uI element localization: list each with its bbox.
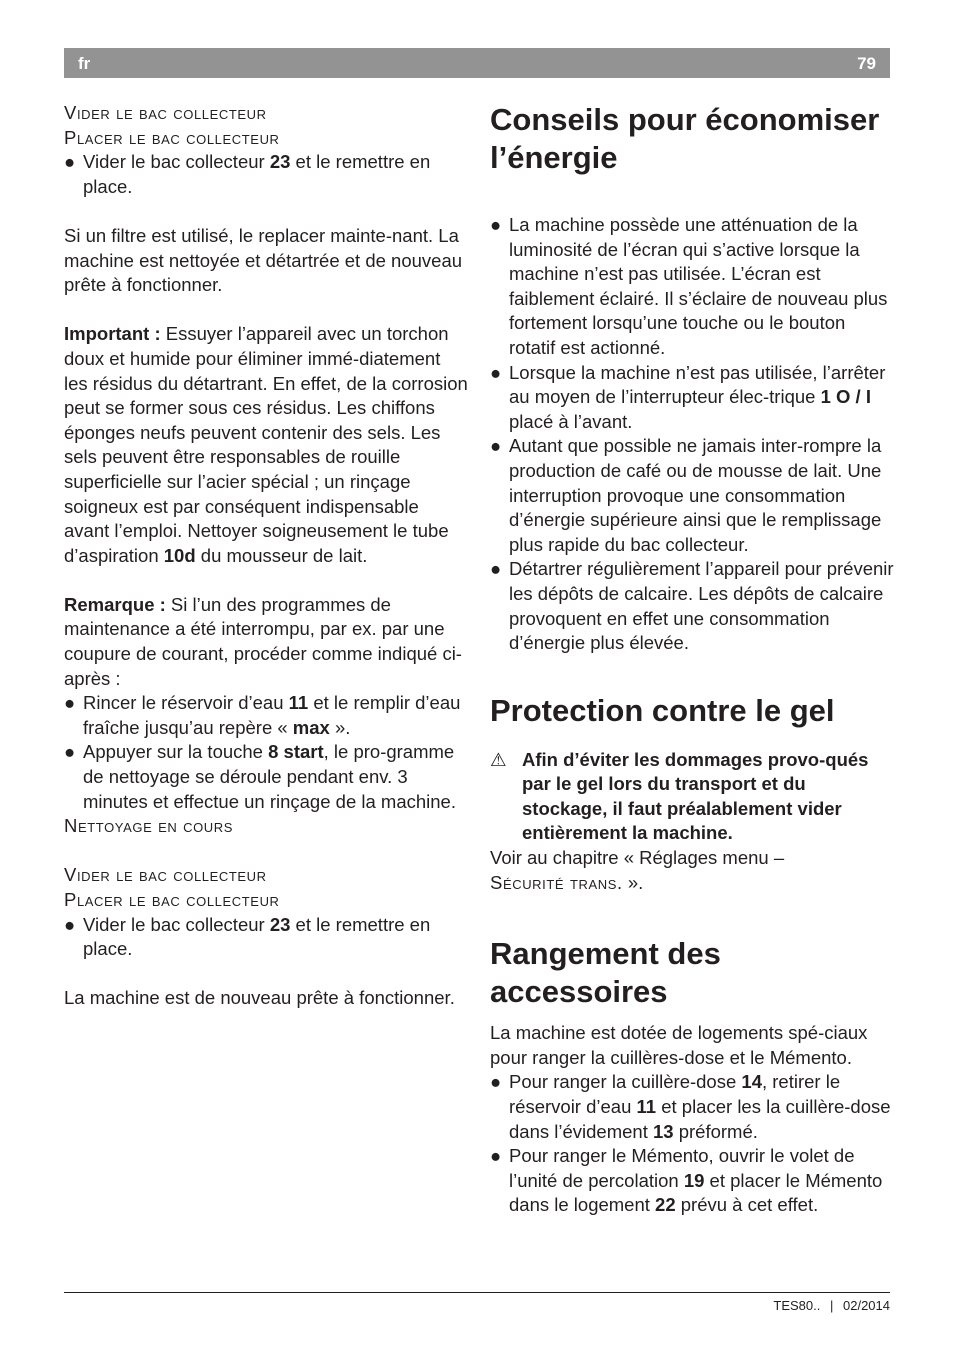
remark-note: Remarque : Si l’un des programmes de maintenance a été interrompu, par ex. par une coupure de courant, procéder comme indiqué ci-après :	[64, 593, 462, 689]
page-footer	[767, 1298, 890, 1313]
display-message: Placer le bac collecteur	[64, 889, 280, 910]
display-message: Vider le bac collecteur	[64, 864, 267, 886]
list-item: ● Rincer le réservoir d’eau 11 et le remplir d’eau fraîche jusqu’au repère « max ».	[64, 691, 469, 740]
list-item: ● La machine possède une atténuation de la luminosité de l’écran qui s’active lorsque la machine n’est pas utilisée. L’écran est faiblement éclairé. Il s’éclaire de nouveau plus fortement lorsqu’une touche ou le bouton rotatif est actionné.	[490, 213, 895, 361]
footer-divider	[64, 1292, 890, 1293]
model-code: TES80..	[773, 1298, 821, 1313]
list-item: ● Pour ranger la cuillère-dose 14, retirer le réservoir d’eau 11 et placer les la cuillère-dose dans l’évidement 13 préformé.	[490, 1070, 895, 1144]
bullet-icon: ●	[64, 151, 76, 173]
right-column	[490, 101, 895, 1218]
list-item: ● Appuyer sur la touche 8 start, le pro-gramme de nettoyage se déroule pendant env. 3 minutes et effectue un rinçage de la machine.	[64, 740, 469, 814]
display-message: Nettoyage en cours	[64, 815, 234, 837]
paragraph: La machine est dotée de logements spé-ciaux pour ranger la cuillères-dose et le Mémento.	[490, 1022, 868, 1068]
publication-date: 02/2014	[843, 1298, 890, 1313]
list-item: ● Détartrer régulièrement l’appareil pour prévenir les dépôts de calcaire. Les dépôts de calcaire provoquent en effet une consommation d’énergie plus élevée.	[490, 557, 895, 655]
important-note: Important : Essuyer l’appareil avec un torchon doux et humide pour éliminer immé-diatement les résidus du détartrant. En effet, de la corrosion peut se former sous ces résidus. Les chiffons éponges neufs peuvent contenir des sels. Les sels peuvent être responsables de rouille superficielle sur l’acier spécial ; un rinçage soigneux est par conséquent indispensable avant l’emploi. Nettoyer soigneusement le tube d’aspiration 10d du mousseur de lait.	[64, 323, 468, 566]
section-heading: Protection contre le gel	[490, 692, 835, 728]
language-label: fr	[78, 54, 91, 73]
list-item: ● Vider le bac collecteur 23 et le remettre en place.	[64, 150, 469, 199]
paragraph: La machine est de nouveau prête à fonctionner.	[64, 987, 455, 1009]
bullet-icon: ●	[490, 435, 502, 457]
paragraph: Voir au chapitre « Réglages menu –	[490, 847, 785, 869]
list-item: ● Autant que possible ne jamais inter-rompre la production de café ou de mousse de lait. Une interruption provoque une consommation d’énergie supérieure ainsi que le remplissage plus rapide du bac collecteur.	[490, 434, 895, 557]
list-item: ● Vider le bac collecteur 23 et le remettre en place.	[64, 913, 469, 962]
bullet-icon: ●	[490, 214, 502, 235]
left-column	[64, 101, 469, 1011]
bullet-icon: ●	[490, 1071, 502, 1093]
paragraph: Si un filtre est utilisé, le replacer mainte-nant. La machine est nettoyée et détartrée et de nouveau prête à fonctionner.	[64, 224, 463, 296]
bullet-icon: ●	[64, 692, 76, 714]
display-message: Placer le bac collecteur	[64, 126, 280, 148]
warning-note: ⚠ Afin d’éviter les dommages provo-qués par le gel lors du transport et du stockage, il faut préalablement vider entièrement la machine.	[490, 748, 895, 846]
bullet-icon: ●	[64, 913, 76, 935]
section-heading: Conseils pour économiser l’énergie	[490, 102, 880, 175]
bullet-icon: ●	[64, 741, 76, 763]
list-item: ● Lorsque la machine n’est pas utilisée, l’arrêter au moyen de l’interrupteur élec-trique 1 O / I placé à l’avant.	[490, 361, 895, 435]
list-item: ● Pour ranger le Mémento, ouvrir le volet de l’unité de percolation 19 et placer le Mémento dans le logement 22 prévu à cet effet.	[490, 1144, 895, 1218]
footer-separator: |	[829, 1298, 834, 1313]
bullet-icon: ●	[490, 1145, 502, 1167]
page-number: 79	[857, 54, 876, 73]
display-message: Vider le bac collecteur	[64, 102, 267, 123]
paragraph: Sécurité trans. ».	[490, 871, 644, 893]
bullet-icon: ●	[490, 361, 502, 383]
bullet-icon: ●	[490, 558, 502, 580]
warning-icon: ⚠	[490, 748, 507, 770]
section-heading: Rangement des accessoires	[490, 936, 721, 1010]
page-header-bar	[64, 48, 890, 78]
